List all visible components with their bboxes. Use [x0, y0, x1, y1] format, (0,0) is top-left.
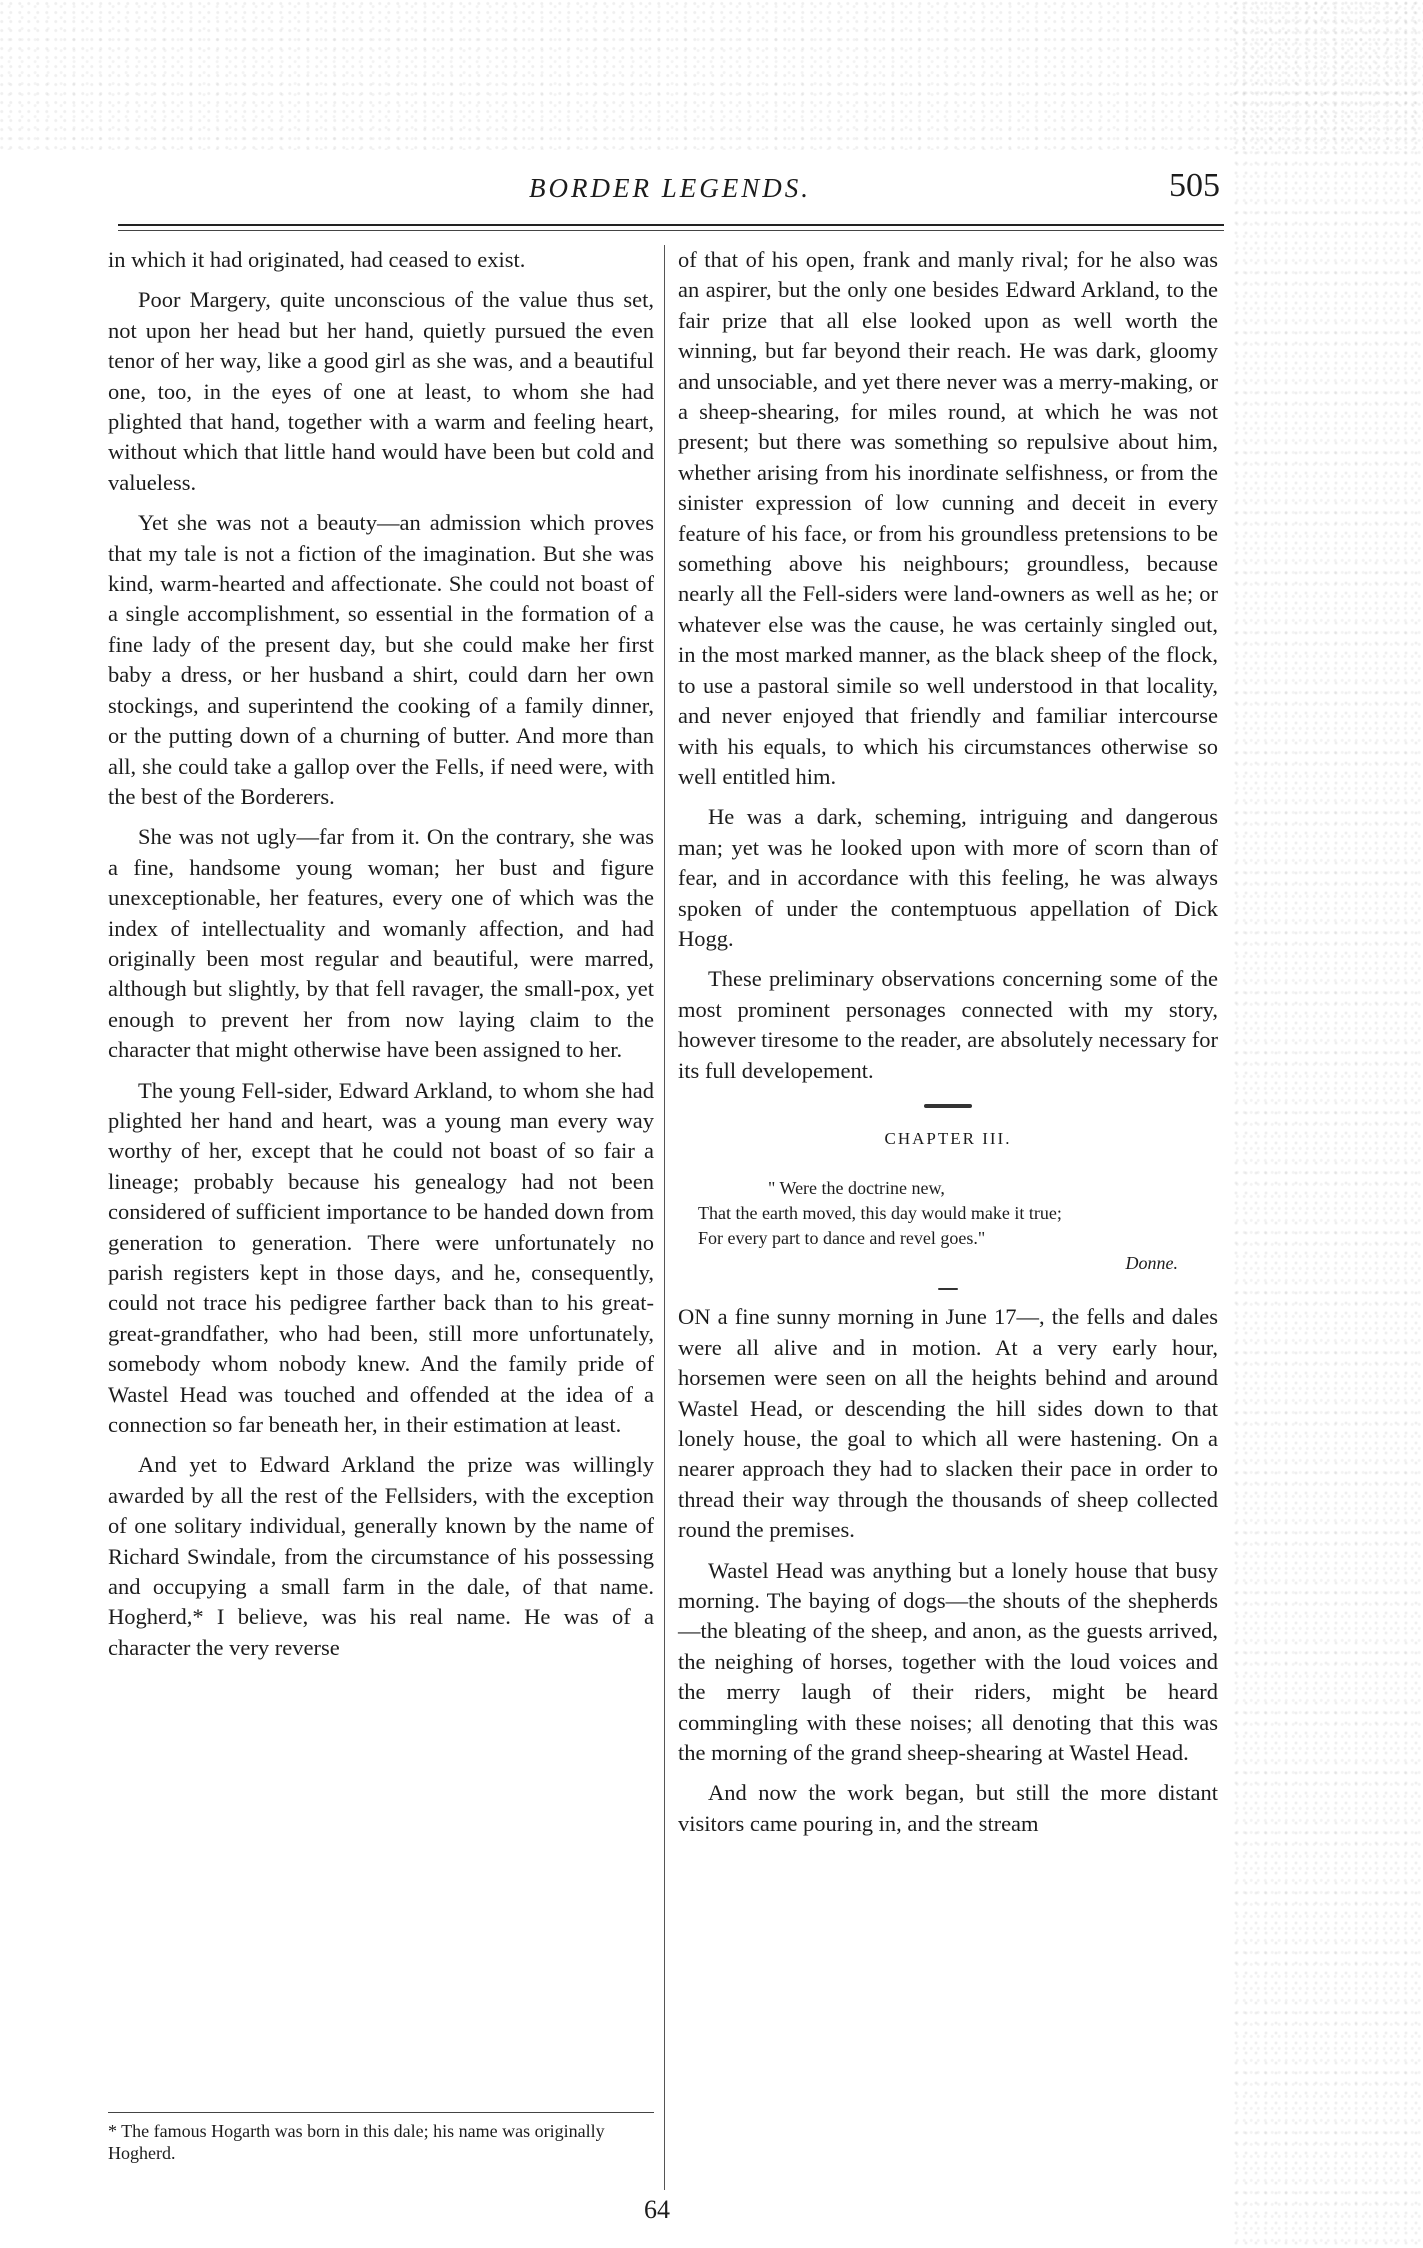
paragraph: Yet she was not a beauty—an admission which proves that my tale is not a fiction of the imagination. But she was kind, warm-hearted and affectionate. She could not boast of a single accomplishment, so essential in the formation of a fine lady of the present day, but she could make her first baby a dress, or her husband a shirt, could darn her own stockings, and superintend the cooking of a family dinner, or the putting down of a churning of butter. And more than all, she could take a gallop over the Fells, if need were, with the best of the Borderers. [108, 510, 654, 809]
epigraph-line: " Were the doctrine new, [768, 1178, 945, 1199]
footnote: * The famous Hogarth was born in this dale; his name was originally Hogherd. [108, 2121, 605, 2163]
paragraph: And now the work began, but still the more distant visitors came pouring in, and the stream [678, 1780, 1218, 1836]
epigraph-attribution: Donne. [1125, 1253, 1178, 1274]
scan-noise-right [1233, 0, 1423, 2248]
paragraph: She was not ugly—far from it. On the contrary, she was a fine, handsome young woman; her bust and figure unexceptionable, her features, every one of which was the index of intellectuality and womanly affection, and had originally been most regular and beautiful, were marred, although but slightly, by that fell ravager, the small-pox, yet enough to prevent her from now laying claim to the character that might otherwise have been assigned to her. [108, 824, 654, 1063]
paragraph: Wastel Head was anything but a lonely house that busy morning. The baying of dogs—the shouts of the shepherds—the bleating of the sheep, and anon, as the guests arrived, the neighing of horses, together with the loud voices and the merry laugh of their riders, might be heard commingling with these noises; all denoting that this was the morning of the grand sheep-shearing at Wastel Head. [678, 1557, 1218, 1766]
scan-noise-top [0, 0, 1423, 150]
right-column [678, 245, 1218, 1849]
page-header [120, 165, 1220, 215]
paragraph: He was a dark, scheming, intriguing and dangerous man; yet was he looked upon with more of scorn than of fear, and in accordance with this feeling, he was always spoken of under the contemptuous appellation of Dick Hogg. [678, 804, 1218, 951]
footnote-rule [108, 2112, 654, 2113]
paragraph: of that of his open, frank and manly rival; for he also was an aspirer, but the only one besides Edward Arkland, to the fair prize that all else looked upon as well worth the winning, but far beyond their reach. He was dark, gloomy and unsociable, and yet there never was a merry-making, or a sheep-shearing, for miles round, at which he was not present; but there was something so repulsive about him, whether arising from his inordinate selfishness, or from the sinister expression of low cunning and deceit in every feature of his face, or from his groundless pretensions to be something above his neighbours; groundless, because nearly all the Fell-siders were land-owners as well as he; or whatever else was the cause, he was certainly singled out, in the most marked manner, as the black sheep of the flock, to use a pastoral simile so well understood in that locality, and never enjoyed that friendly and familiar intercourse with his equals, to which his circumstances otherwise so well entitled him. [678, 247, 1218, 789]
left-column [108, 245, 654, 1673]
section-ornament [938, 1288, 958, 1290]
paragraph: The young Fell-sider, Edward Arkland, to whom she had plighted her hand and heart, was a young man every way worthy of her, except that he could not boast of so fair a lineage; probably because his genealogy had not been considered of sufficient importance to be handed down from generation to generation. There were unfortunately no parish registers kept in those days, and he, consequently, could not trace his pedigree farther back than to his great-great-grandfather, who had been, still more unfortunately, somebody whom nobody knew. And the family pride of Wastel Head was touched and offended at the idea of a connection so far beneath her, in their estimation at least. [108, 1077, 654, 1438]
page-number: 505 [1169, 167, 1220, 204]
epigraph-line: That the earth moved, this day would make it true; [698, 1203, 1062, 1224]
column-divider [664, 245, 665, 2190]
chapter-heading: CHAPTER III. [884, 1128, 1012, 1148]
signature-mark: 64 [644, 2195, 670, 2224]
paragraph: Poor Margery, quite unconscious of the value thus set, not upon her head but her hand, quietly pursued the even tenor of her way, like a good girl as she was, and a beautiful one, too, in the eyes of one at least, to whom she had plighted that hand, together with a warm and feeling heart, without which that little hand would have been but cold and valueless. [108, 287, 654, 495]
paragraph: And yet to Edward Arkland the prize was willingly awarded by all the rest of the Fellsiders, with the exception of one solitary individual, generally known by the name of Richard Swindale, from the circumstance of his possessing and occupying a small farm in the dale, of that name. Hogherd,* I believe, was his real name. He was of a character the very reverse [108, 1452, 654, 1660]
paragraph: ON a fine sunny morning in June 17—, the fells and dales were all alive and in motion. At a very early hour, horsemen were seen on all the heights behind and around Wastel Head, or descending the hill sides down to that lonely house, the goal to which all were hastening. On a nearer approach they had to slacken their pace in order to thread their way through the thousands of sheep collected round the premises. [678, 1304, 1218, 1543]
paragraph: in which it had originated, had ceased to exist. [108, 247, 526, 272]
paragraph: These preliminary observations concerning some of the most prominent personages connected with my story, however tiresome to the reader, are absolutely necessary for its full developement. [678, 966, 1218, 1083]
epigraph-line: For every part to dance and revel goes." [698, 1228, 986, 1249]
epigraph [678, 1176, 1218, 1276]
header-rule [118, 224, 1224, 231]
section-ornament [924, 1104, 972, 1108]
running-title: BORDER LEGENDS. [529, 173, 811, 203]
